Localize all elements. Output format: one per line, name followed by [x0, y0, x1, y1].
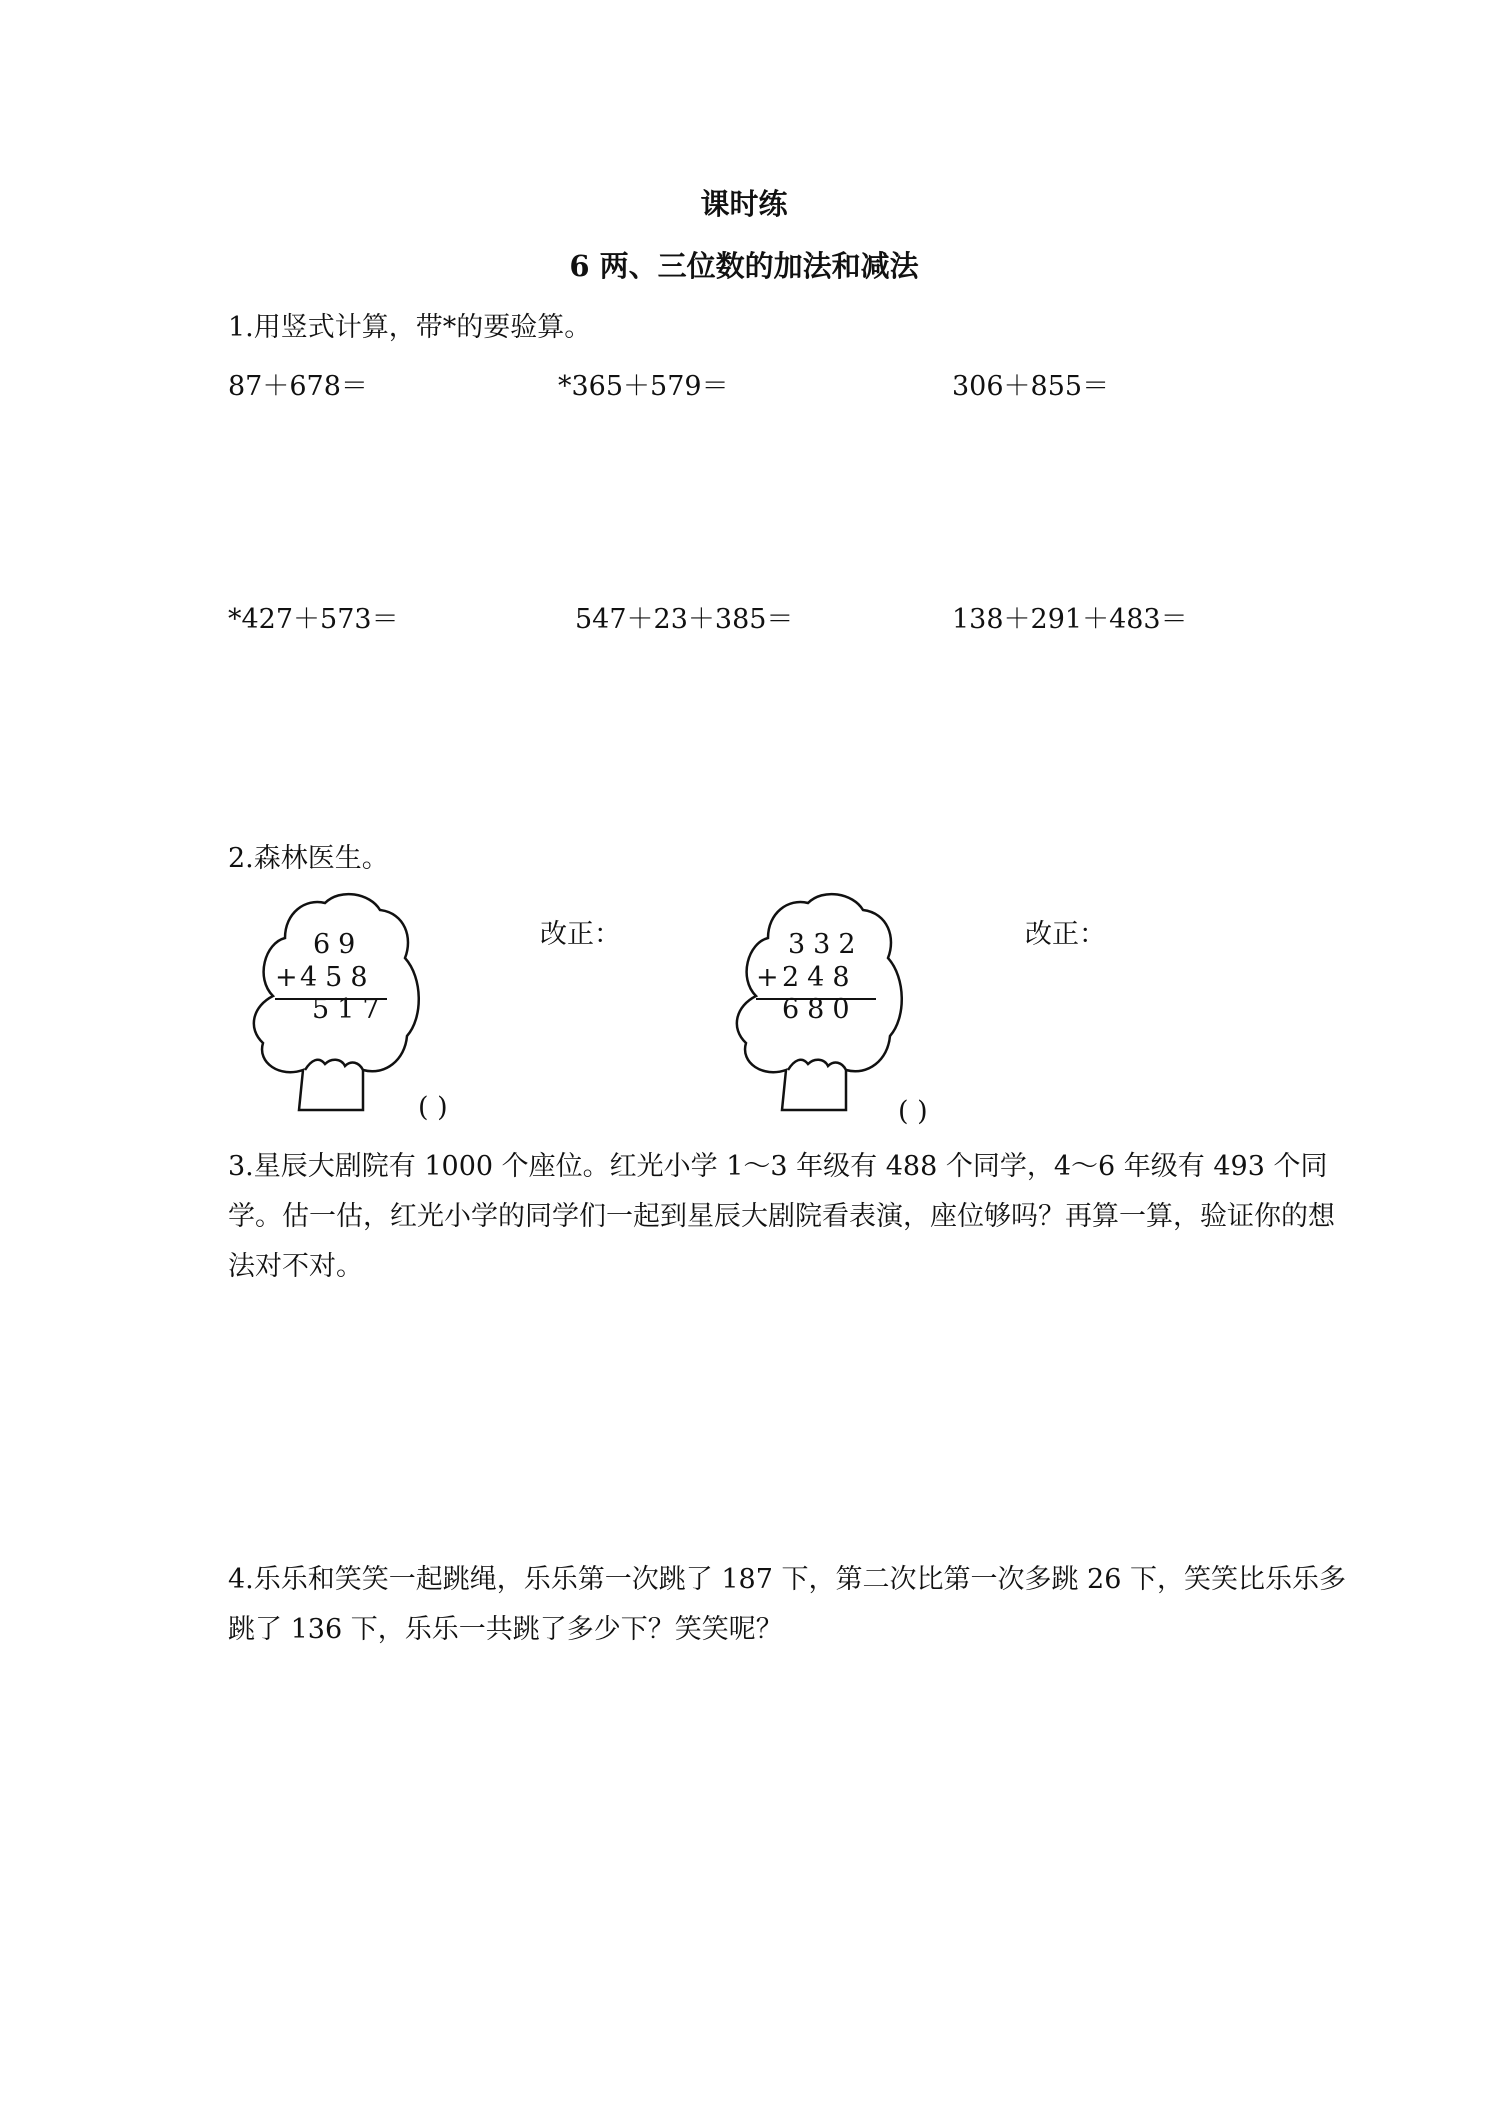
answer-paren[interactable]: ( ): [898, 1096, 928, 1127]
fix-label: 改正：: [540, 919, 621, 950]
q4-text: 4.乐乐和笑笑一起跳绳，乐乐第一次跳了 187 下，第二次比第一次多跳 26 下，笑笑比乐乐多跳了 136 下，乐乐一共跳了多少下？笑笑呢？: [228, 1564, 1346, 1645]
answer-paren[interactable]: ( ): [418, 1092, 448, 1123]
tree-2: [728, 888, 908, 1118]
page-title: 课时练: [700, 187, 788, 221]
q3-text: 3.星辰大剧院有 1000 个座位。红光小学 1～3 年级有 488 个同学，4～6 年级有 493 个同学。估一估，红光小学的同学们一起到星辰大剧院看表演，座位够吗？再算一算，验证你的想法对不对。: [228, 1151, 1335, 1282]
calc-operator: +: [275, 962, 306, 993]
calc-result: 517: [312, 994, 388, 1025]
q1-item: 547＋23＋385＝: [575, 604, 794, 635]
q2-prompt: 2.森林医生。: [228, 843, 389, 874]
calc-top: 332: [788, 929, 864, 960]
q1-item: *427＋573＝: [228, 604, 399, 635]
q1-item: 87＋678＝: [228, 371, 368, 402]
page-subtitle: 6 两、三位数的加法和减法: [569, 249, 919, 283]
q1-item: 306＋855＝: [952, 371, 1110, 402]
q1-item: *365＋579＝: [558, 371, 729, 402]
fix-label: 改正：: [1025, 919, 1106, 950]
calc-operator: +: [756, 962, 787, 993]
calc-bottom: 248: [782, 962, 858, 993]
calc-result: 680: [782, 994, 858, 1025]
q1-prompt: 1.用竖式计算，带*的要验算。: [228, 312, 592, 343]
calc-bottom: 458: [300, 962, 376, 993]
calc-top: 69: [313, 929, 364, 960]
tree-1: [245, 888, 425, 1118]
q1-item: 138＋291＋483＝: [952, 604, 1188, 635]
